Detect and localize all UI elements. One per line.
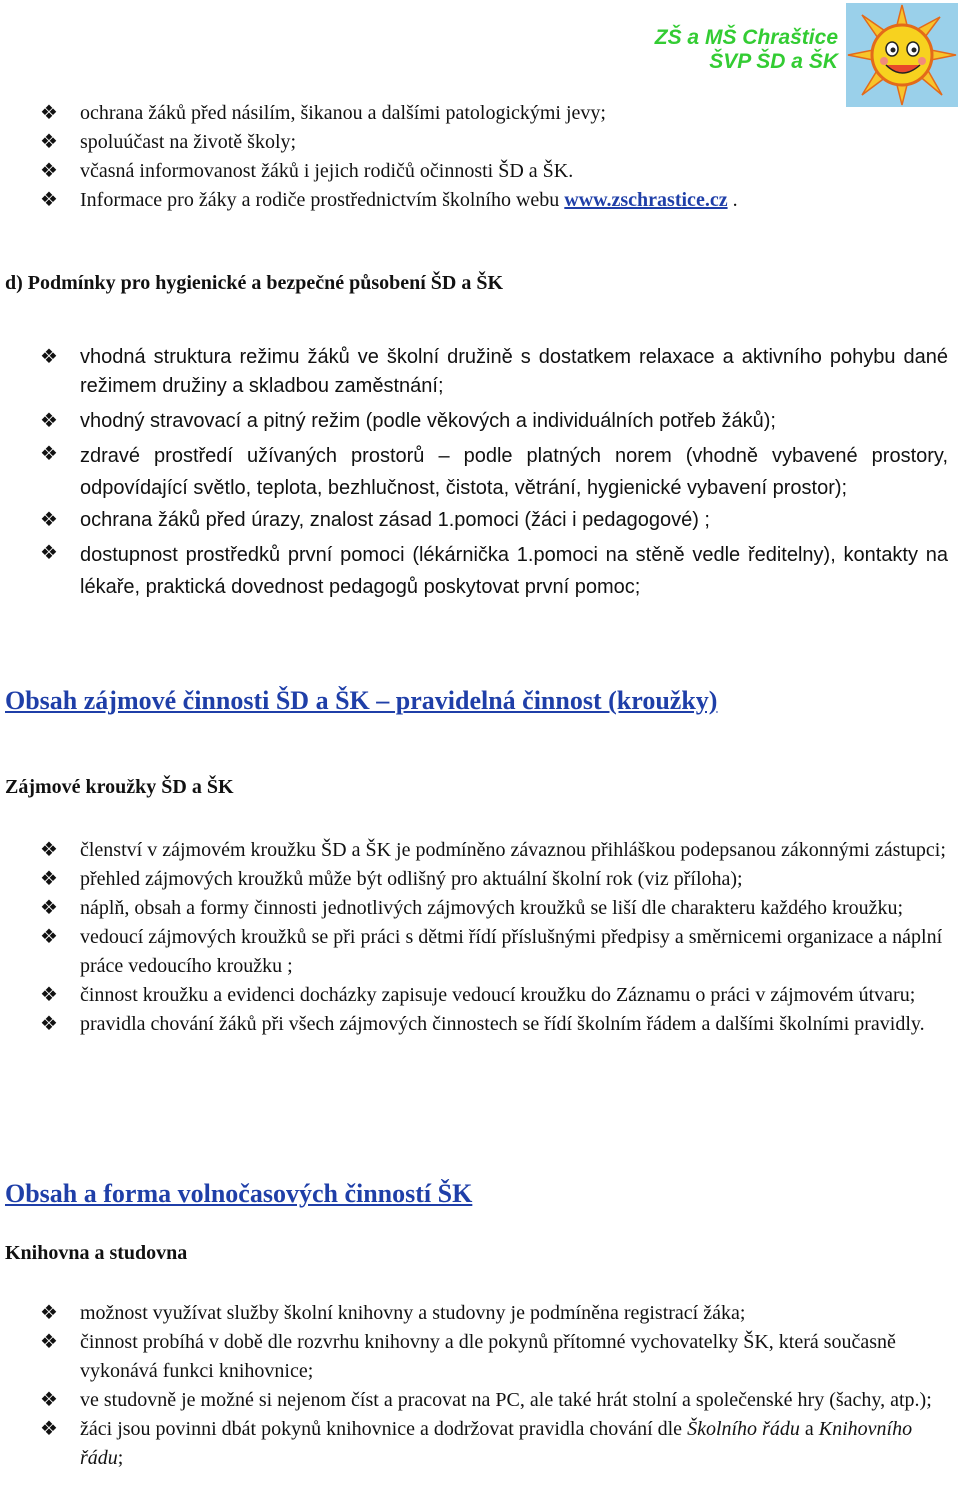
diamond-bullet-icon: ❖ — [40, 1418, 58, 1440]
school-rules-ref: Školního řádu — [687, 1418, 800, 1440]
list-item: ❖ ochrana žáků před úrazy, znalost zásad 1.pomoci (žáci i pedagogové) ; — [0, 506, 960, 535]
diamond-bullet-icon: ❖ — [40, 189, 58, 211]
diamond-bullet-icon: ❖ — [40, 102, 58, 124]
library-rules-ref: Knihovního řádu — [80, 1418, 913, 1469]
section-volnocasove-heading: Obsah a forma volnočasových činností ŠK — [5, 1179, 473, 1208]
diamond-bullet-icon: ❖ — [40, 926, 58, 948]
list-item: ❖ zdravé prostředí užívaných prostorů – podle platných norem (vhodně vybavené prostory, odpovídající světlo, teplota, bezhlučnost, čistota, větrání, hygienické vybavení prostor); — [0, 440, 960, 504]
list-item: ❖ včasná informovanost žáků i jejich rodičů očinnosti ŠD a ŠK. — [0, 157, 960, 186]
section-d-heading: d) Podmínky pro hygienické a bezpečné působení ŠD a ŠK — [5, 272, 504, 294]
diamond-bullet-icon: ❖ — [40, 1013, 58, 1035]
program-name: ŠVP ŠD a ŠK — [709, 50, 838, 73]
list-item-web-info: ❖ Informace pro žáky a rodiče prostřednictvím školního webu www.zschrastice.cz . — [0, 186, 960, 215]
list-item: ❖ vedoucí zájmových kroužků se při práci s dětmi řídí příslušnými předpisy a směrnicemi organizace a náplní práce vedoucího kroužku ; — [0, 923, 960, 981]
diamond-bullet-icon: ❖ — [40, 984, 58, 1006]
list-item: ❖ členství v zájmovém kroužku ŠD a ŠK je podmíněno závaznou přihláškou podepsanou zákonnými zástupci; — [0, 836, 960, 865]
diamond-bullet-icon: ❖ — [40, 1389, 58, 1411]
section-zajmove-list — [0, 836, 960, 1039]
list-item: ❖ spoluúčast na životě školy; — [0, 128, 960, 157]
list-item: ❖ dostupnost prostředků první pomoci (lékárnička 1.pomoci na stěně vedle ředitelny), kontakty na lékaře, praktická dovednost pedagogů poskytovat první pomoc; — [0, 539, 960, 603]
diamond-bullet-icon: ❖ — [40, 160, 58, 182]
list-item: ❖ přehled zájmových kroužků může být odlišný pro aktuální školní rok (viz příloha); — [0, 865, 960, 894]
list-item: ❖ žáci jsou povinni dbát pokynů knihovnice a dodržovat pravidla chování dle Školního řádu a Knihovního řádu; — [0, 1415, 960, 1473]
diamond-bullet-icon: ❖ — [40, 509, 58, 531]
list-item: ❖ vhodný stravovací a pitný režim (podle věkových a individuálních potřeb žáků); — [0, 407, 960, 436]
diamond-bullet-icon: ❖ — [40, 1302, 58, 1324]
list-item: ❖ pravidla chování žáků při všech zájmových činnostech se řídí školním řádem a dalšími školními pravidly. — [0, 1010, 960, 1039]
school-name: ZŠ a MŠ Chraštice — [654, 26, 838, 49]
diamond-bullet-icon: ❖ — [40, 897, 58, 919]
diamond-bullet-icon: ❖ — [40, 839, 58, 861]
diamond-bullet-icon: ❖ — [40, 542, 58, 564]
diamond-bullet-icon: ❖ — [40, 410, 58, 432]
list-item: ❖ činnost probíhá v době dle rozvrhu knihovny a dle pokynů přítomné vychovatelky ŠK, která současně vykonává funkci knihovnice; — [0, 1328, 960, 1386]
top-list — [0, 99, 960, 215]
list-item: ❖ ve studovně je možné si nejenom číst a pracovat na PC, ale také hrát stolní a společenské hry (šachy, atp.); — [0, 1386, 960, 1415]
school-header — [655, 26, 838, 74]
school-web-link[interactable]: www.zschrastice.cz — [564, 189, 728, 211]
list-item: ❖ vhodná struktura režimu žáků ve školní družině s dostatkem relaxace a aktivního pohybu dané režimem družiny a skladbou zaměstnání; — [0, 343, 960, 401]
section-zajmove-heading: Obsah zájmové činnosti ŠD a ŠK – pravidelná činnost (kroužky) — [5, 686, 718, 715]
diamond-bullet-icon: ❖ — [40, 1331, 58, 1353]
diamond-bullet-icon: ❖ — [40, 443, 58, 465]
diamond-bullet-icon: ❖ — [40, 868, 58, 890]
list-item: ❖ ochrana žáků před násilím, šikanou a dalšími patologickými jevy; — [0, 99, 960, 128]
sun-logo-icon — [846, 3, 958, 107]
diamond-bullet-icon: ❖ — [40, 131, 58, 153]
section-zajmove-subheading: Zájmové kroužky ŠD a ŠK — [5, 776, 234, 798]
section-volnocasove-subheading: Knihovna a studovna — [5, 1242, 188, 1264]
section-volnocasove-list — [0, 1299, 960, 1473]
section-d-list — [0, 343, 960, 603]
diamond-bullet-icon: ❖ — [40, 346, 58, 368]
list-item: ❖ možnost využívat služby školní knihovny a studovny je podmíněna registrací žáka; — [0, 1299, 960, 1328]
list-item: ❖ činnost kroužku a evidenci docházky zapisuje vedoucí kroužku do Záznamu o práci v zájmovém útvaru; — [0, 981, 960, 1010]
list-item: ❖ náplň, obsah a formy činnosti jednotlivých zájmových kroužků se liší dle charakteru každého kroužku; — [0, 894, 960, 923]
